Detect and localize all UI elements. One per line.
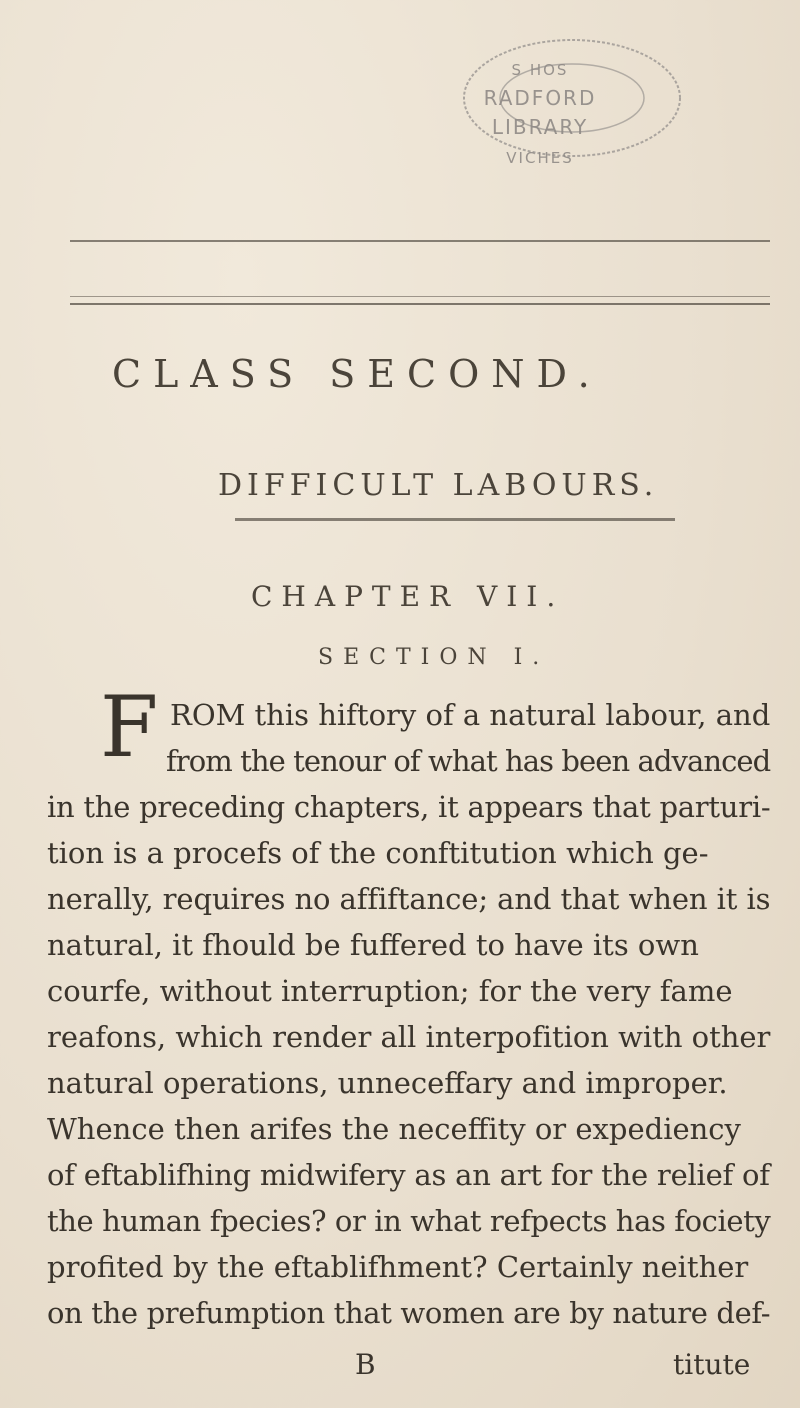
catchword: titute <box>673 1348 751 1381</box>
text-line: in the preceding chapters, it appears that parturi- <box>47 790 771 824</box>
text-line: profited by the eftablifhment? Certainly neither <box>47 1250 749 1284</box>
text-line: the human fpecies? or in what refpects has fociety <box>47 1204 771 1238</box>
divider-rule <box>70 296 770 297</box>
section-heading: SECTION I. <box>318 645 550 670</box>
chapter-heading: CHAPTER VII. <box>251 580 565 613</box>
stamp-text-radford: RADFORD <box>483 86 597 110</box>
stamp-text-bottom: VICHES <box>506 149 574 167</box>
text-line: courfe, without interruption; for the very fame <box>47 974 733 1008</box>
divider-rule <box>70 303 770 305</box>
text-line: on the prefumption that women are by nature def- <box>47 1296 771 1330</box>
text-line: reafons, which render all interpofition with other <box>47 1020 771 1054</box>
text-line: Whence then arifes the neceffity or expediency <box>47 1112 741 1146</box>
stamp-text-library: LIBRARY <box>491 115 589 139</box>
text-line: tion is a procefs of the conftitution which ge- <box>47 836 709 870</box>
text-line: ROM this hiftory of a natural labour, and <box>170 698 771 732</box>
text-line: natural operations, unneceffary and improper. <box>47 1066 728 1100</box>
signature-mark: B <box>355 1348 376 1381</box>
text-line: natural, it fhould be fuffered to have its own <box>47 928 699 962</box>
subtitle: DIFFICULT LABOURS. <box>218 468 659 503</box>
text-line: nerally, requires no affiftance; and that when it is <box>47 882 771 916</box>
text-line: of eftablifhing midwifery as an art for the relief of <box>47 1158 770 1192</box>
class-heading: CLASS SECOND. <box>112 352 602 396</box>
divider-rule <box>70 240 770 242</box>
stamp-text-top: S HOS <box>511 61 569 79</box>
drop-cap: F <box>100 678 159 776</box>
ornamental-rule <box>235 518 675 521</box>
text-line: from the tenour of what has been advanced <box>166 744 771 778</box>
